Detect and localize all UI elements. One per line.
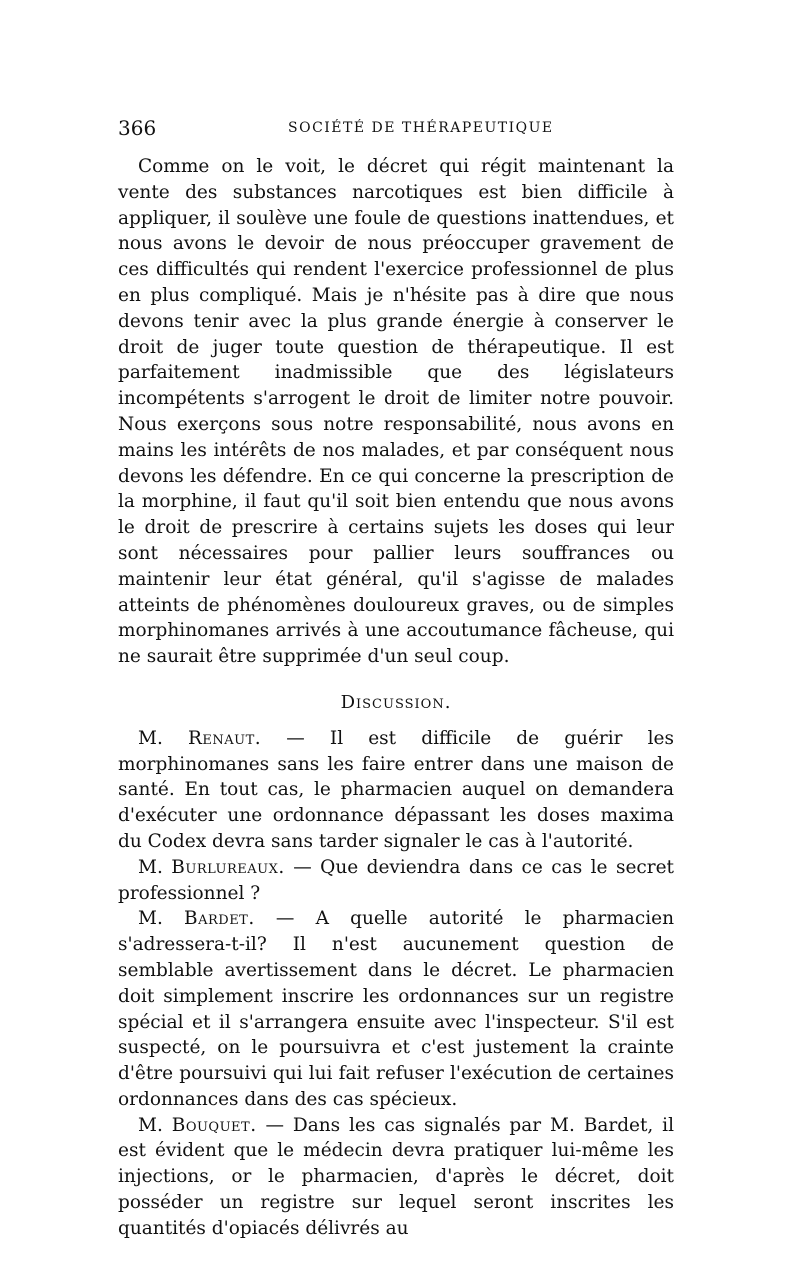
- speaker-name: Bouquet.: [171, 1114, 257, 1136]
- speaker-title: M.: [138, 908, 163, 930]
- body-text: [118, 154, 674, 1242]
- page-header: [118, 116, 678, 144]
- paragraph: Comme on le voit, le décret qui régit maintenant la vente des substances narcotiques est bien difficile à appliquer, il soulève une foule de questions inattendues, et nous avons le devoir de nous préoccuper gravement de ces difficultés qui rendent l'exercice professionnel de plus en plus compliqué. Mais je n'hésite pas à dire que nous devons tenir avec la plus grande énergie à conserver le droit de juger toute question de thérapeutique. Il est parfaitement inadmissible que des législateurs incompétents s'arrogent le droit de limiter notre pouvoir. Nous exerçons sous notre responsabilité, nous avons en mains les intérêts de nos malades, et par conséquent nous devons les défendre. En ce qui concerne la prescription de la morphine, il faut qu'il soit bien entendu que nous avons le droit de prescrire à certains sujets les doses qui leur sont nécessaires pour pallier leurs souffrances ou maintenir leur état général, qu'il s'agisse de malades atteints de phénomènes douloureux graves, ou de simples morphinomanes arrivés à une accoutumance fâcheuse, qui ne saurait être supprimée d'un seul coup.: [118, 156, 674, 668]
- speech-text: — Que deviendra dans ce cas le secret professionnel ?: [118, 856, 674, 904]
- page-number: 366: [118, 116, 157, 140]
- speech-text: — A quelle autorité le pharmacien s'adressera-t-il? Il n'est aucunement question de semblable avertissement dans le décret. Le pharmacien doit simplement inscrire les ordonnances sur un registre spécial et il s'arrangera ensuite avec l'inspecteur. S'il est suspecté, on le poursuivra et c'est justement la crainte d'être poursuivi qui lui fait refuser l'exécution de certaines ordonnances dans des cas spécieux.: [118, 908, 674, 1110]
- discussion-entry-burlureaux: [118, 855, 674, 907]
- discussion-entry-bardet: [118, 906, 674, 1112]
- speaker-title: M.: [138, 856, 163, 878]
- running-head: SOCIÉTÉ DE THÉRAPEUTIQUE: [288, 120, 554, 136]
- discussion-entry-renaut: [118, 726, 674, 855]
- speaker-title: M.: [138, 727, 163, 749]
- speaker-title: M.: [138, 1114, 163, 1136]
- speaker-name: Bardet.: [184, 908, 255, 930]
- speaker-name: Renaut.: [187, 727, 262, 749]
- section-heading: Discussion.: [340, 691, 452, 713]
- discussion-entry-bouquet: [118, 1113, 674, 1242]
- speech-text: — Il est difficile de guérir les morphinomanes sans les faire entrer dans une maison de santé. En tout cas, le pharmacien auquel on demandera d'exécuter une ordonnance dépassant les doses maxima du Codex devra sans tarder signaler le cas à l'autorité.: [118, 727, 674, 852]
- speaker-name: Burlureaux.: [171, 856, 285, 878]
- speech-text: — Dans les cas signalés par M. Bardet, il est évident que le médecin devra pratiquer lui-même les injections, or le pharmacien, d'après le décret, doit posséder un registre sur lequel seront inscrites les quantités d'opiacés délivrés au: [118, 1114, 675, 1239]
